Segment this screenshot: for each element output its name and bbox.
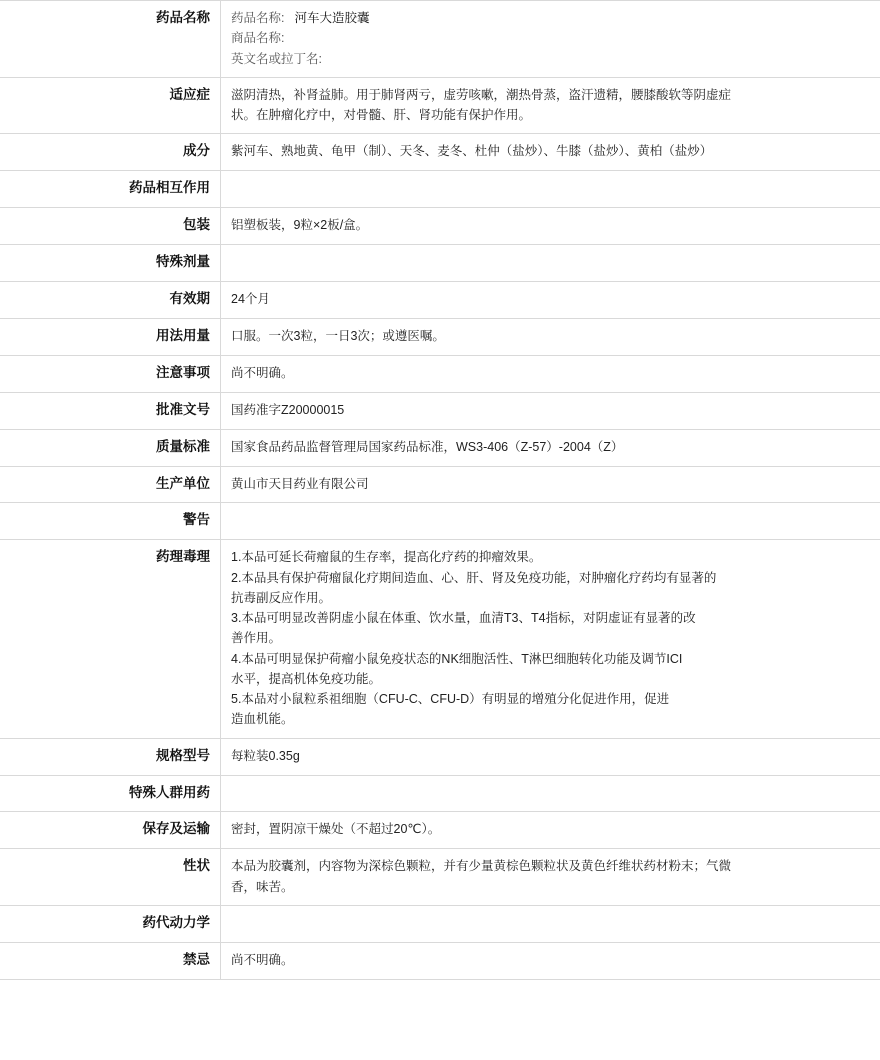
- value-line: 5.本品对小鼠粒系祖细胞（CFU-C、CFU-D）有明显的增殖分化促进作用，促进: [231, 689, 880, 709]
- row-value: [221, 905, 880, 942]
- value-line: 密封，置阴凉干燥处（不超过20℃）。: [231, 819, 880, 839]
- row-label: 批准文号: [0, 392, 221, 429]
- empty-value: [231, 180, 234, 194]
- row-value: [221, 942, 880, 979]
- row-label: 特殊剂量: [0, 245, 221, 282]
- table-row: [0, 905, 880, 942]
- row-value: [221, 392, 880, 429]
- row-label: 药理毒理: [0, 540, 221, 738]
- table-row: [0, 738, 880, 775]
- row-value: [221, 245, 880, 282]
- value-line: 黄山市天目药业有限公司: [231, 474, 880, 494]
- row-label: 性状: [0, 849, 221, 906]
- row-value: [221, 812, 880, 849]
- row-label: 保存及运输: [0, 812, 221, 849]
- value-line: 铝塑板装，9粒×2板/盒。: [231, 215, 880, 235]
- table-row: [0, 466, 880, 503]
- table-row: [0, 245, 880, 282]
- value-line: 尚不明确。: [231, 363, 880, 383]
- table-row: [0, 1, 880, 78]
- table-row: [0, 503, 880, 540]
- row-value: [221, 355, 880, 392]
- row-value: [221, 171, 880, 208]
- table-row: [0, 429, 880, 466]
- empty-value: [231, 512, 234, 526]
- table-row: [0, 208, 880, 245]
- value-line: 尚不明确。: [231, 950, 880, 970]
- value-line: 3.本品可明显改善阴虚小鼠在体重、饮水量，血清T3、T4指标，对阴虚证有显著的改: [231, 608, 880, 628]
- value-line: 国家食品药品监督管理局国家药品标准，WS3-406（Z-57）-2004（Z）: [231, 437, 880, 457]
- value-line: 善作用。: [231, 628, 880, 648]
- table-row: [0, 77, 880, 134]
- table-row: [0, 392, 880, 429]
- row-value: [221, 77, 880, 134]
- table-row: [0, 812, 880, 849]
- table-row: [0, 355, 880, 392]
- row-value: [221, 849, 880, 906]
- table-row: [0, 849, 880, 906]
- row-label: 适应症: [0, 77, 221, 134]
- row-value: [221, 738, 880, 775]
- row-label: 成分: [0, 134, 221, 171]
- row-label: 警告: [0, 503, 221, 540]
- trade-name-line: [231, 28, 880, 48]
- page-bottom-spacer: [0, 980, 880, 1060]
- empty-value: [231, 254, 234, 268]
- drug-name-label: 药品名称:: [231, 11, 284, 25]
- row-value: [221, 503, 880, 540]
- row-label: 药品相互作用: [0, 171, 221, 208]
- value-line: 状。在肿瘤化疗中，对骨髓、肝、肾功能有保护作用。: [231, 105, 880, 125]
- table-row: [0, 281, 880, 318]
- value-line: 本品为胶囊剂，内容物为深棕色颗粒，并有少量黄棕色颗粒状及黄色纤维状药材粉末；气微: [231, 856, 880, 876]
- row-label: 禁忌: [0, 942, 221, 979]
- value-line: 口服。一次3粒，一日3次；或遵医嘱。: [231, 326, 880, 346]
- row-value: [221, 134, 880, 171]
- table-row: [0, 134, 880, 171]
- row-value: [221, 775, 880, 812]
- latin-name-label: 英文名或拉丁名:: [231, 52, 322, 66]
- value-line: 滋阴清热，补肾益肺。用于肺肾两亏，虚劳咳嗽，潮热骨蒸，盗汗遗精，腰膝酸软等阴虚症: [231, 85, 880, 105]
- row-value: [221, 540, 880, 738]
- table-row: [0, 318, 880, 355]
- row-label: 包装: [0, 208, 221, 245]
- table-row: [0, 171, 880, 208]
- drug-info-table-body: [0, 1, 880, 980]
- row-label: 药代动力学: [0, 905, 221, 942]
- row-value: [221, 281, 880, 318]
- value-line: 香，味苦。: [231, 877, 880, 897]
- table-row: [0, 775, 880, 812]
- value-line: 1.本品可延长荷瘤鼠的生存率，提高化疗药的抑瘤效果。: [231, 547, 880, 567]
- value-line: 2.本品具有保护荷瘤鼠化疗期间造血、心、肝、肾及免疫功能，对肿瘤化疗药均有显著的: [231, 568, 880, 588]
- latin-name-line: [231, 49, 880, 69]
- row-label: 生产单位: [0, 466, 221, 503]
- row-value: [221, 1, 880, 78]
- row-label: 质量标准: [0, 429, 221, 466]
- empty-value: [231, 785, 234, 799]
- row-label: 药品名称: [0, 1, 221, 78]
- row-label: 用法用量: [0, 318, 221, 355]
- drug-name-value: 河车大造胶囊: [294, 11, 369, 25]
- value-line: 国药准字Z20000015: [231, 400, 880, 420]
- row-label: 特殊人群用药: [0, 775, 221, 812]
- row-value: [221, 318, 880, 355]
- value-line: 紫河车、熟地黄、龟甲（制）、天冬、麦冬、杜仲（盐炒）、牛膝（盐炒）、黄柏（盐炒）: [231, 141, 880, 161]
- value-line: 4.本品可明显保护荷瘤小鼠免疫状态的NK细胞活性、T淋巴细胞转化功能及调节ICI: [231, 649, 880, 669]
- row-label: 注意事项: [0, 355, 221, 392]
- row-value: [221, 466, 880, 503]
- value-line: 抗毒副反应作用。: [231, 588, 880, 608]
- row-value: [221, 208, 880, 245]
- value-line: 每粒装0.35g: [231, 746, 880, 766]
- empty-value: [231, 915, 234, 929]
- value-line: 造血机能。: [231, 709, 880, 729]
- row-label: 规格型号: [0, 738, 221, 775]
- table-row: [0, 942, 880, 979]
- row-label: 有效期: [0, 281, 221, 318]
- trade-name-label: 商品名称:: [231, 31, 284, 45]
- value-line: 水平，提高机体免疫功能。: [231, 669, 880, 689]
- table-row: [0, 540, 880, 738]
- value-line: 24个月: [231, 289, 880, 309]
- row-value: [221, 429, 880, 466]
- drug-name-line: [231, 8, 880, 28]
